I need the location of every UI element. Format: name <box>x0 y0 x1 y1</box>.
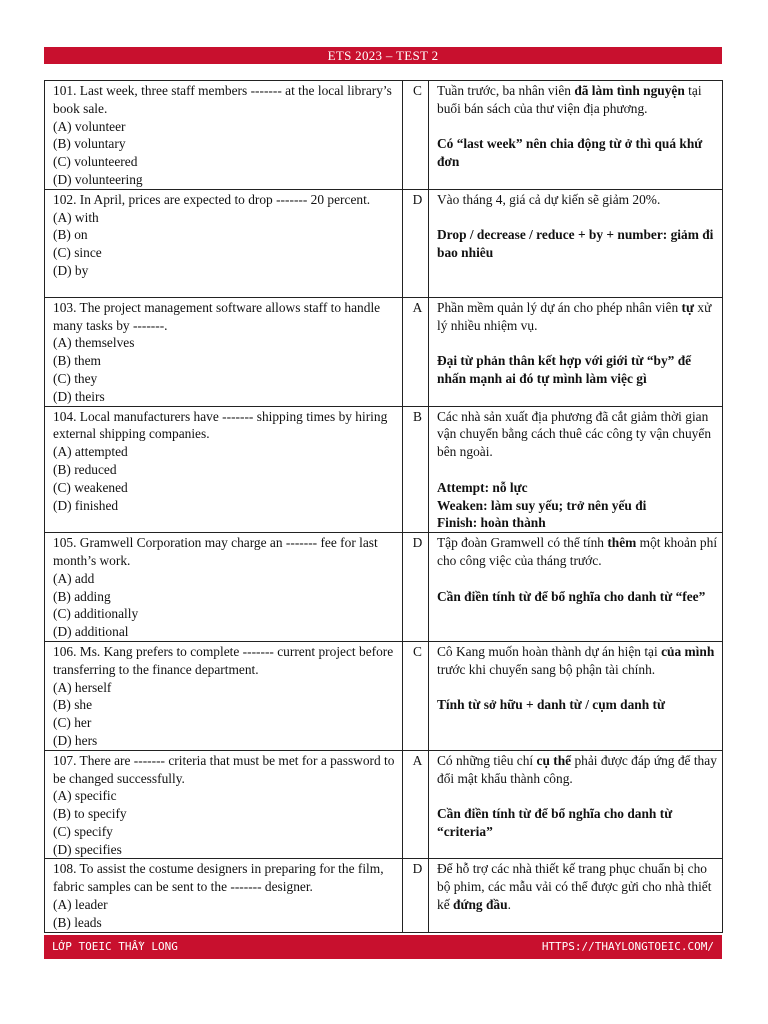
grammar-note-text: Có “last week” nên chia động từ ở thì quá khứ đơn <box>437 136 703 170</box>
correct-answer: A <box>403 750 429 859</box>
correct-answer: D <box>403 533 429 642</box>
question-text: 103. The project management software allows staff to handle many tasks by -------. <box>53 299 381 333</box>
answer-option: (B) reduced <box>53 461 117 477</box>
grammar-note <box>437 696 718 714</box>
footer-brand: LỚP TOEIC THẦY LONG <box>52 940 178 953</box>
translation-text: tại buổi bán sách của thư viện địa phương. <box>437 83 702 116</box>
footer-website-link[interactable]: HTTPS://THAYLONGTOEIC.COM/ <box>541 940 714 953</box>
correct-answer: D <box>403 859 429 932</box>
highlighted-phrase: đứng đầu <box>453 897 508 913</box>
answer-option: (B) adding <box>53 588 111 604</box>
highlighted-phrase: tự <box>681 299 695 315</box>
answer-option: (D) volunteering <box>53 171 143 187</box>
question-cell <box>45 406 403 533</box>
question-text: 101. Last week, three staff members ------- at the local library’s book sale. <box>53 83 392 116</box>
question-cell <box>45 297 403 406</box>
translation-text: Các nhà sản xuất địa phương đã cắt giảm thời gian vận chuyển bằng cách thuê các công ty vận chuyển bên ngoài. <box>437 408 712 460</box>
answer-option: (C) since <box>53 245 102 261</box>
answer-option: (A) specific <box>53 788 117 804</box>
vietnamese-translation <box>437 534 718 570</box>
question-text: 106. Ms. Kang prefers to complete ------- current project before transferring to the finance department. <box>53 643 394 677</box>
answer-option: (A) add <box>53 570 95 586</box>
translation-text: xử lý nhiều nhiệm vụ. <box>437 299 712 333</box>
question-cell <box>45 859 403 932</box>
translation-text: Để hỗ trợ các nhà thiết kế trang phục chuẩn bị cho bộ phim, các mẫu vải có thể được gửi cho nhà thiết kế <box>437 861 712 913</box>
correct-answer: C <box>403 641 429 750</box>
question-row <box>45 750 723 859</box>
question-text: 104. Local manufacturers have ------- shipping times by hiring external shipping companies. <box>53 408 388 442</box>
question-text: 105. Gramwell Corporation may charge an ------- fee for last month’s work. <box>53 535 378 568</box>
grammar-note-text: Tính từ sở hữu + danh từ / cụm danh từ <box>437 697 666 713</box>
correct-answer: D <box>403 189 429 297</box>
question-row <box>45 406 723 533</box>
answer-option: (B) leads <box>53 914 102 930</box>
grammar-note <box>437 514 718 532</box>
translation-text: Phần mềm quản lý dự án cho phép nhân viên <box>437 299 682 315</box>
translation-text: phải được đáp ứng để thay đổi mật khẩu thành công. <box>437 752 717 786</box>
answer-option: (A) leader <box>53 897 108 913</box>
translation-text: Tập đoàn Gramwell có thể tính <box>437 535 608 551</box>
explanation-cell <box>429 81 723 190</box>
grammar-note <box>437 497 718 515</box>
question-row <box>45 533 723 642</box>
grammar-note <box>437 588 718 606</box>
explanation-cell <box>429 297 723 406</box>
answer-option: (D) specifies <box>53 841 122 857</box>
answer-option: (D) additional <box>53 624 129 640</box>
answer-option: (A) with <box>53 209 99 225</box>
highlighted-phrase: đã làm tình nguyện <box>574 83 685 98</box>
explanation-cell <box>429 533 723 642</box>
highlighted-phrase: cụ thể <box>536 752 572 768</box>
question-row <box>45 189 723 297</box>
translation-text: một khoản phí cho công việc của tháng trước. <box>437 535 718 568</box>
vietnamese-translation <box>437 643 718 679</box>
answer-option: (A) themselves <box>53 335 135 351</box>
correct-answer: A <box>403 297 429 406</box>
answer-option: (D) by <box>53 262 89 278</box>
translation-text: . <box>507 897 511 913</box>
question-row <box>45 859 723 932</box>
explanation-cell <box>429 859 723 932</box>
question-row <box>45 641 723 750</box>
correct-answer: C <box>403 81 429 190</box>
translation-text: trước khi chuyển sang bộ phận tài chính. <box>437 661 656 677</box>
vietnamese-translation <box>437 299 718 335</box>
grammar-note-text: Cần điền tính từ để bổ nghĩa cho danh từ “fee” <box>437 588 706 604</box>
grammar-note <box>437 479 718 497</box>
question-cell <box>45 533 403 642</box>
translation-text: Vào tháng 4, giá cả dự kiến sẽ giảm 20%. <box>437 191 661 207</box>
question-text: 108. To assist the costume designers in preparing for the film, fabric samples can be sent to the ------- designer. <box>53 861 384 895</box>
answer-option: (A) attempted <box>53 444 128 460</box>
translation-text: Có những tiêu chí <box>437 752 537 768</box>
vietnamese-translation <box>437 860 718 913</box>
question-cell <box>45 750 403 859</box>
grammar-note <box>437 135 718 171</box>
grammar-note <box>437 352 718 388</box>
answer-option: (C) weakened <box>53 479 128 495</box>
page-header-title: ETS 2023 – TEST 2 <box>327 48 439 63</box>
question-table <box>44 80 723 933</box>
grammar-note-text: Attempt: nỗ lực <box>437 479 528 495</box>
correct-answer: B <box>403 406 429 533</box>
answer-option: (A) herself <box>53 679 112 695</box>
answer-option: (B) on <box>53 227 88 243</box>
answer-option: (D) finished <box>53 497 119 513</box>
grammar-note-text: Weaken: làm suy yếu; trở nên yếu đi <box>437 497 647 513</box>
answer-option: (C) they <box>53 370 98 386</box>
explanation-cell <box>429 641 723 750</box>
answer-option: (B) she <box>53 697 93 713</box>
answer-option: (A) volunteer <box>53 118 126 134</box>
vietnamese-translation <box>437 752 718 788</box>
vietnamese-translation <box>437 191 718 209</box>
explanation-cell <box>429 750 723 859</box>
highlighted-phrase: thêm <box>607 535 637 551</box>
explanation-cell <box>429 189 723 297</box>
answer-option: (C) volunteered <box>53 154 138 170</box>
answer-option: (B) voluntary <box>53 136 126 152</box>
answer-option: (C) specify <box>53 823 113 839</box>
vietnamese-translation <box>437 82 718 118</box>
answer-option: (B) them <box>53 353 101 369</box>
grammar-note-text: Đại từ phản thân kết hợp với giới từ “by” để nhấn mạnh ai đó tự mình làm việc gì <box>437 353 692 386</box>
grammar-note-text: Finish: hoàn thành <box>437 515 546 531</box>
answer-option: (D) hers <box>53 732 98 748</box>
question-cell <box>45 189 403 297</box>
question-cell <box>45 81 403 190</box>
highlighted-phrase: của mình <box>661 643 715 659</box>
answer-option: (B) to specify <box>53 806 127 822</box>
page-footer-bar <box>44 935 722 959</box>
question-cell <box>45 641 403 750</box>
explanation-cell <box>429 406 723 533</box>
answer-option: (D) theirs <box>53 388 105 404</box>
question-text: 107. There are ------- criteria that must be met for a password to be changed successfully. <box>53 752 395 786</box>
page-header-bar <box>44 47 722 64</box>
translation-text: Cô Kang muốn hoàn thành dự án hiện tại <box>437 643 662 659</box>
grammar-note <box>437 226 718 262</box>
translation-text: Tuần trước, ba nhân viên <box>437 83 575 98</box>
grammar-note-text: Drop / decrease / reduce + by + number: giảm đi bao nhiêu <box>437 227 714 261</box>
question-row <box>45 297 723 406</box>
vietnamese-translation <box>437 408 718 461</box>
question-row <box>45 81 723 190</box>
grammar-note-text: Cần điền tính từ để bổ nghĩa cho danh từ “criteria” <box>437 806 673 839</box>
question-text: 102. In April, prices are expected to drop ------- 20 percent. <box>53 191 371 207</box>
answer-option: (C) her <box>53 715 92 731</box>
grammar-note <box>437 805 718 841</box>
answer-option: (C) additionally <box>53 606 139 622</box>
